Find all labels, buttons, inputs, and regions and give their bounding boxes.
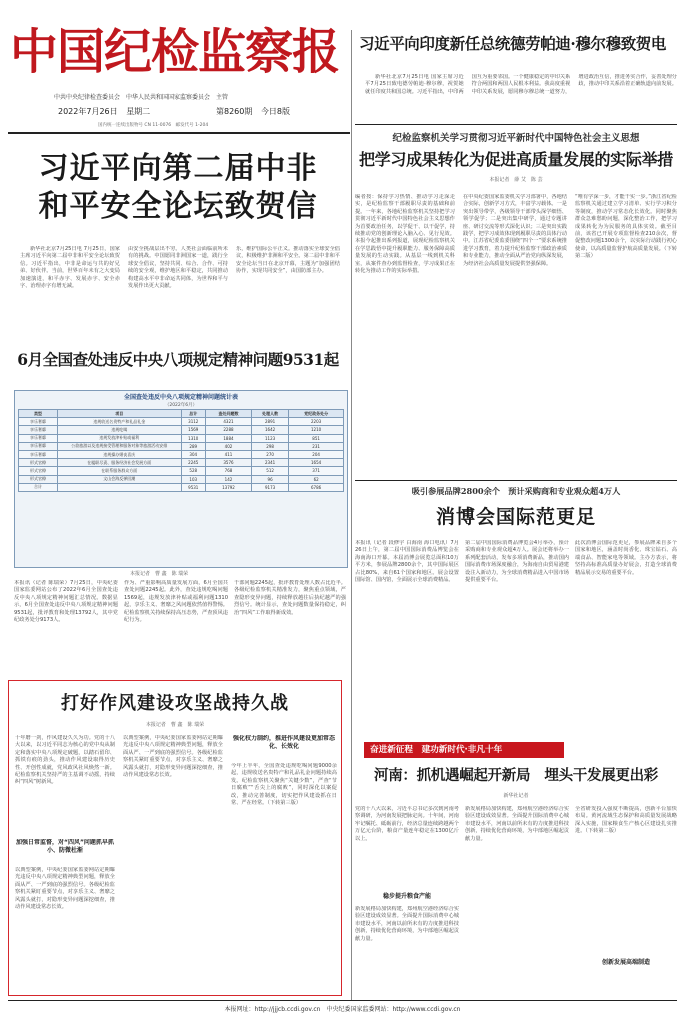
table-row xyxy=(19,418,344,426)
table-cell: 4321 xyxy=(206,418,252,426)
table-cell: 2341 xyxy=(251,459,288,467)
henan-sub-2: 创新发展高端制造 xyxy=(601,959,650,966)
expo-col-2: 第二届中国国际消费品博览会4月举办，预计采购商和专业观众超4万人。展会还将举办一系列配套活动，发布多项消费新品，推动国内国际消费市场深度融合，为海南自由贸易港建设注入新动力，为全球消费精品进入中国市场提供重要平台。 xyxy=(465,540,569,584)
henan-col-1b: 新发展格局加快构建，郑州航空港经济综合实验区建设成效显著。全面提升国际消费中心城市建设水平，河南以前所未有的力度推进科技创新，持续优化营商环境，为中部地区崛起贡献力量。 xyxy=(355,906,459,942)
table-cell: 1569 xyxy=(181,426,206,434)
highlight-sub-1: 加强日常监督，对“四风”问题抓早抓小、防微杜渐 xyxy=(16,839,114,854)
feature-rule xyxy=(355,480,677,481)
table-cell: 289 xyxy=(181,442,206,450)
issue-number: 第8260期 xyxy=(216,107,253,116)
table-cell: 2245 xyxy=(181,459,206,467)
col-header: 查处问题数 xyxy=(206,410,252,418)
table-row xyxy=(19,475,344,483)
table-cell: 62 xyxy=(289,475,344,483)
highlight-byline: 本报记者 曹 鑫 陈 瑞荣 xyxy=(145,722,205,728)
table-cell: 231 xyxy=(289,442,344,450)
issue-date: 2022年7月26日 xyxy=(58,107,118,116)
stats-table-subtitle: （2022年6月） xyxy=(164,403,198,408)
highlight-col-1b: 以典型案例，中央纪委国家监委网站定期曝光违反中央八项规定精神典型问题，释放全面从严、一严到底的强烈信号。各级纪检监察机关紧盯重要节点，对享乐主义、奢靡之风露头就打，对隐形变异问题深挖细查，推动作风建设常态长效。 xyxy=(15,867,115,911)
feature-col-2: 在中央纪委国家监委机关学习部署中，各地结合实际，创新学习方式，丰富学习载体。一是突出领导带学，各级领导干部带头深学细悟、领学促学；二是突出集中研学，通过专题讲座、研讨交流等形式深化认识；三是突出实践践学，把学习成效体现到履职尽责的具体行动中。江苏省纪委监委围绕“四个一”要求系统推进学习教育，着力提升纪检监察干部政治素质和专业能力，推动全面从严治党向纵深发展，为经济社会高质量发展提供坚强保障。 xyxy=(463,194,567,267)
table-cell: 2203 xyxy=(289,418,344,426)
table-cell: 6786 xyxy=(289,483,344,491)
table-cell: 形式官僚 xyxy=(19,459,58,467)
masthead-sponsor: 中共中央纪律检查委员会 中华人民共和国国家监察委员会 主管 xyxy=(54,94,229,101)
stats-table xyxy=(18,409,344,492)
stats-byline: 本报记者 曹 鑫 陈 瑞荣 xyxy=(130,571,189,577)
table-cell: 3112 xyxy=(181,418,206,426)
table-cell: 违规吃喝 xyxy=(58,426,182,434)
column-divider xyxy=(351,30,352,1000)
masthead-codes: 国内统一连续出版物号 CN 11-0076 邮发代号 1-204 xyxy=(98,123,209,128)
lead-col-2: 由安全挑战层出不穷。人类社会面临前所未有的挑战。中国愿同非洲国家一道，践行全球安全倡议，坚持共同、综合、合作、可持续的安全观，维护地区和平稳定，共同推动构建高水平中非命运共同体，为世界和平与发展作出更大贡献。 xyxy=(128,246,228,290)
lead-headline-2: 和平安全论坛致贺信 xyxy=(38,189,318,224)
henan-banner xyxy=(364,742,564,758)
table-cell: 512 xyxy=(251,467,288,475)
expo-col-3: 此次消博会国际范更足，参展品牌来自多个国家和地区，涵盖时尚香化、珠宝钻石、高端食品、智能家电等领域。主办方表示，将坚持高标准高质量办好展会，打造全球消费精品展示交易的重要平台。 xyxy=(575,540,677,576)
table-cell: 享乐奢靡 xyxy=(19,426,58,434)
table-cell: 411 xyxy=(206,450,252,458)
table-cell: 9173 xyxy=(251,483,288,491)
table-cell: 304 xyxy=(181,450,206,458)
table-cell: 1123 xyxy=(251,434,288,442)
table-cell: 1210 xyxy=(289,426,344,434)
stats-col-2: 作为、严重影响高质量发展方面，6月全国共查处问题2245起。此外，查处违规吃喝问题1569起，违规发放津补贴或福利问题1310起，享乐主义、奢靡之风问题依然值得警惕。纪检监察机关持续保持高压态势，严查顶风违纪行为。 xyxy=(124,580,228,624)
table-cell: 在履职尽责、服务经济社会发展方面 xyxy=(58,459,182,467)
stats-col-1: 本报讯（记者 陈瑞荣）7月25日，中央纪委国家监委网站公布了2022年6月全国查处违反中央八项规定精神问题汇总情况。数据显示，6月全国查处违反中央八项规定精神问题9531起，批评教育和处理13792人，其中党纪政务处分9173人。 xyxy=(14,580,118,624)
table-cell: 204 xyxy=(289,450,344,458)
highlight-story-box xyxy=(8,680,342,996)
table-row xyxy=(19,450,344,458)
highlight-headline: 打好作风建设攻坚战持久战 xyxy=(61,693,289,714)
issue-weekday: 星期二 xyxy=(126,107,151,116)
table-cell: 形式官僚 xyxy=(19,467,58,475)
table-row xyxy=(19,426,344,434)
lead-headline-1: 习近平向第二届中非 xyxy=(38,151,318,186)
table-row xyxy=(19,459,344,467)
top-right-story xyxy=(355,34,677,124)
table-cell: 371 xyxy=(289,467,344,475)
table-row xyxy=(19,442,344,450)
table-cell: 享乐奢靡 xyxy=(19,442,58,450)
col-header: 总计 xyxy=(181,410,206,418)
lead-col-3: 乐，维护国际公平正义。推动落实全球安全倡议，积极维护非洲和平安全。第二届中非和平安全论坛当日在北京开幕，主题为“加强团结协作，实现共同安全”，由国防部主办。 xyxy=(236,246,340,275)
table-cell: 9531 xyxy=(181,483,206,491)
expo-kicker: 吸引参展品牌2800余个 预计采购商和专业观众超4万人 xyxy=(411,486,621,496)
table-cell: 1310 xyxy=(181,434,206,442)
highlight-col-3: 今年上半年，全国查处违规吃喝问题9000余起，违规收送名贵特产和礼品礼金问题持续高发。纪检监察机关聚焦“关键少数”，严查“节日腐败”“舌尖上的腐败”，同时深化以案促改，推动完善制度，切实把作风建设抓在日常、严在经常。（下转第三版） xyxy=(231,763,337,807)
top-right-rule xyxy=(355,124,677,125)
table-cell: 2288 xyxy=(206,426,252,434)
issue-pages: 今日8版 xyxy=(260,107,290,116)
table-cell xyxy=(58,483,182,491)
table-cell: 1654 xyxy=(289,459,344,467)
col-header: 类型 xyxy=(19,410,58,418)
table-cell: 3576 xyxy=(206,459,252,467)
masthead-date xyxy=(58,106,150,117)
table-cell: 528 xyxy=(181,467,206,475)
table-cell: 违规操办婚丧喜庆 xyxy=(58,450,182,458)
henan-headline: 河南：抓机遇崛起开新局 埋头干发展更出彩 xyxy=(374,768,658,784)
henan-col-2: 新发展格局加快构建，郑州航空港经济综合实验区建设成效显著。全面提升国际消费中心城市建设水平，河南以前所未有的力度推进科技创新，持续优化营商环境，为中部地区崛起贡献力量。 xyxy=(465,806,569,842)
footer-rule xyxy=(8,1000,677,1001)
top-right-headline: 习近平向印度新任总统德劳帕迪·穆尔穆致贺电 xyxy=(359,34,666,53)
table-cell: 违规收送名贵特产和礼品礼金 xyxy=(58,418,182,426)
col-header: 项目 xyxy=(58,410,182,418)
highlight-sub-2: 强化权力制约，推进作风建设更加常态化、长效化 xyxy=(232,735,335,750)
expo-col-1: 本报讯（记者 段修宇 白海南 海口电讯）7月26日上午，第二届中国国际消费品博览会在海南海口开幕。本届消博会展览总面积10万平方米，参展品牌2800余个，其中国际展区占比80%，来自61个国家和地区。展会设置国际馆、国内馆，全面展示全球消费精品。 xyxy=(355,540,459,584)
table-row xyxy=(19,467,344,475)
feature-headline: 把学习成果转化为促进高质量发展的实际举措 xyxy=(358,150,673,169)
table-cell: 1642 xyxy=(251,426,288,434)
table-cell: 2891 xyxy=(251,418,288,426)
masthead-rule xyxy=(8,132,350,134)
feature-story xyxy=(355,130,677,480)
feature-byline: 本报记者 薛 艾 陈 芸 xyxy=(489,177,543,183)
table-cell: 13792 xyxy=(206,483,252,491)
table-cell: 402 xyxy=(206,442,252,450)
top-right-body: 新华社北京7月25日电 国家主席习近平7月25日致电德劳帕迪·穆尔穆，祝贺她就任印度共和国总统。习近平指出，中印两国互为重要邻国。一个健康稳定的中印关系符合两国和两国人民根本利益。我高度重视中印关系发展，愿同穆尔穆总统一道努力，增进政治互信，推进务实合作，妥善处理分歧，推动中印关系沿着正确轨道向前发展。 xyxy=(365,74,677,95)
henan-byline: 新华社记者 xyxy=(503,793,529,799)
lead-col-1: 新华社北京7月25日电 7月25日，国家主席习近平向第二届中非和平安全论坛致贺信。习近平指出，中非是命运与共的好兄弟、好伙伴。当前，世界百年未有之大变局加速演进，和平赤字、发展赤字、安全赤字、治理赤字有增无减。 xyxy=(20,246,120,290)
table-cell: 768 xyxy=(206,467,252,475)
table-cell: 公款旅游以及违规接受管理和服务对象等旅游活动安排 xyxy=(58,442,182,450)
footer-links: 本报网址：http://jjjcb.ccdi.gov.cn 中央纪委国家监委网站：http://www.ccdi.gov.cn xyxy=(224,1006,461,1013)
table-cell: 270 xyxy=(251,450,288,458)
masthead-issue xyxy=(216,106,290,117)
table-cell: 142 xyxy=(206,475,252,483)
highlight-col-2: 以典型案例，中央纪委国家监委网站定期曝光违反中央八项规定精神典型问题，释放全面从严、一严到底的强烈信号。各级纪检监察机关紧盯重要节点，对享乐主义、奢靡之风露头就打，对隐形变异问题深挖细查，推动作风建设常态长效。 xyxy=(123,735,223,779)
table-cell: 文山会海反弹回潮 xyxy=(58,475,182,483)
table-cell: 96 xyxy=(251,475,288,483)
feature-col-1: 编者按：保持学习热情、推动学习走深走实，是纪检监察干部履职尽责的基础和前提。一年来，各地纪检监察机关坚持把学习贯彻习近平新时代中国特色社会主义思想作为首要政治任务，以学促干、以干促学，持续推动党的创新理论入脑入心、见行见效。本报今起推出系列报道，展现纪检监察机关在学思践悟中提升履职能力、服务保障高质量发展的生动实践。从基层一线到机关科室，从案件查办到监督检查，学习成果正在转化为推动工作的实际举措。 xyxy=(355,194,455,275)
feature-col-3: “唯有学深一步，才能干实一步。”浙江省纪检监察机关通过建立学习清单、实行学习积分等制度，推动学习常态化长效化。同时聚焦群众急难愁盼问题，深化整治工作，把学习成果转化为为民服务的具体实效。截至目前，该省已开展专项监督检查210余次，督促整改问题1300余个，以实际行动践行初心使命，以高质量监督护航高质量发展。（下转第二版） xyxy=(575,194,677,260)
stats-table-title: 全国查处违反中央八项规定精神问题统计表 xyxy=(123,394,238,401)
expo-headline: 消博会国际范更足 xyxy=(435,506,596,528)
table-row xyxy=(19,483,344,491)
lead-story xyxy=(8,150,348,340)
col-header: 处理人数 xyxy=(251,410,288,418)
table-cell: 在联系服务群众方面 xyxy=(58,467,182,475)
henan-sub-1: 稳步提升粮食产能 xyxy=(382,893,431,900)
stats-headline: 6月全国查处违反中央八项规定精神问题9531起 xyxy=(17,350,339,369)
henan-col-3: 全省研发投入强度不断提高，创新平台加快布局。黄河流域生态保护和高质量发展战略深入实施，国家粮食生产核心区建设扎实推进。（下转第二版） xyxy=(575,806,677,835)
table-cell: 合计 xyxy=(19,483,58,491)
table-cell: 851 xyxy=(289,434,344,442)
table-cell: 违规发放津补贴或福利 xyxy=(58,434,182,442)
masthead-logo: 中国纪检监察报 xyxy=(10,24,340,80)
table-row xyxy=(19,434,344,442)
henan-col-1: 党的十八大以来，习近平总书记多次到河南考察调研，为河南发展把脉定向。十年间，河南牢记嘱托、砥砺前行，经济总量连续跨越两个万亿元台阶，粮食产量连年稳定在1300亿斤以上。 xyxy=(355,806,459,842)
col-header: 党纪政务处分 xyxy=(289,410,344,418)
table-cell: 享乐奢靡 xyxy=(19,450,58,458)
table-cell: 1884 xyxy=(206,434,252,442)
table-cell: 298 xyxy=(251,442,288,450)
stats-col-3: 干部问题2245起，批评教育处理人数占比近半。各级纪检监察机关精准发力，聚焦重点领域，严查隐形变异问题，持续释放越往后执纪越严的强烈信号。统计显示，查处问题数量保持稳定，纠治“四风”工作取得新成效。 xyxy=(234,580,346,616)
table-cell: 享乐奢靡 xyxy=(19,418,58,426)
table-cell: 形式官僚 xyxy=(19,475,58,483)
highlight-col-1: 十年磨一剑，作风建设久久为功。党的十八大以来，以习近平同志为核心的党中央从制定和落实中央八项规定破题，以踏石留印、抓铁有痕的劲头，推动作风建设取得历史性、开创性成就，党风政风社风焕然一新。纪检监察机关坚持严的主基调不动摇，持续纠“四风”树新风。 xyxy=(15,735,115,786)
table-cell: 享乐奢靡 xyxy=(19,434,58,442)
henan-banner-text: 奋进新征程 建功新时代·非凡十年 xyxy=(370,745,503,755)
feature-kicker: 纪检监察机关学习贯彻习近平新时代中国特色社会主义思想 xyxy=(392,133,640,144)
table-cell: 103 xyxy=(181,475,206,483)
stats-table-panel xyxy=(14,390,348,568)
